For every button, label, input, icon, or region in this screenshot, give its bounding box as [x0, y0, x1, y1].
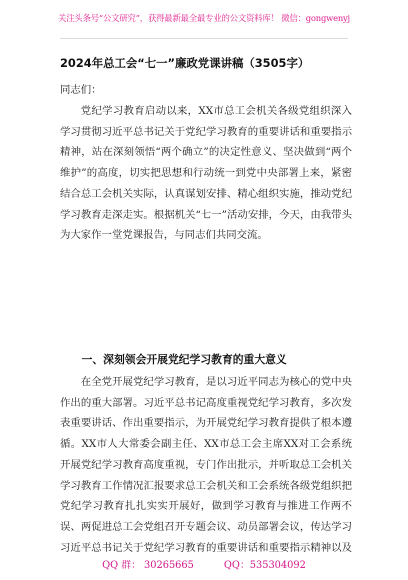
- salutation: 同志们：: [60, 84, 102, 96]
- body-paragraph-1: 党纪学习教育启动以来，XX市总工会机关各级党组织深入学习贯彻习近平总书记关于党纪学习教育的重要讲话和重要指示精神，站在深刻领悟“两个确立”的决定性意义、坚决做到“两个维护”的高度，切实把思想和行动统一到党中央部署上来，紧密结合总工会机关实际，认真谋划安排、精心组织实施，推动党纪学习教育走深走实。根据机关“七一”活动安排，今天，由我带头为大家作一堂党课报告，与同志们共同交流。: [60, 105, 352, 242]
- document-title: 2024年总工会“七一”廉政党课讲稿（3505字）: [60, 56, 310, 70]
- footer-contact: [0, 557, 408, 571]
- section-heading: 一、深刻领会开展党纪学习教育的重大意义: [81, 353, 287, 366]
- footer-qq-group: QQ 群： 30265665: [102, 560, 194, 571]
- body-paragraph-2: 在全党开展党纪学习教育，是以习近平同志为核心的党中央作出的重大部署。习近平总书记高度重视党纪学习教育，多次发表重要讲话、作出重要指示，为开展党纪学习教育提供了根本遵循。XX市人大常委会副主任、XX市总工会主席XX对工会系统开展党纪学习教育高度重视，专门作出批示，并听取总工会机关学习教育工作情况汇报要求总工会机关和工会系统各级党组织把党纪学习教育扎扎实实开展好，做到学习教育与推进工作两不误、两促进总工会党组召开专题会议、动员部署会议，传达学习习近平总书记关于党纪学习教育的重要讲话和重要指示精神以及: [60, 376, 352, 554]
- header-divider: [60, 38, 348, 39]
- header-banner: 关注头条号“公文研究”，获得最新最全最专业的公文资料库！ 微信：gongwenyj: [58, 13, 350, 23]
- footer-qq-number: QQ：535304092: [223, 560, 306, 571]
